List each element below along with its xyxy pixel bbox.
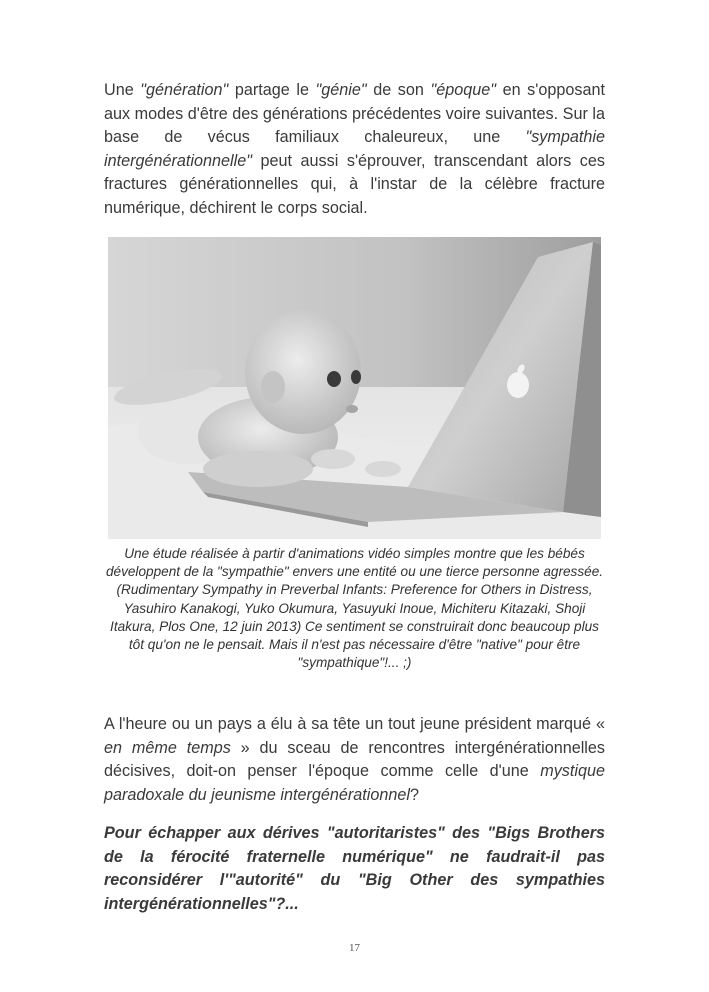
paragraph-intro: Une "génération" partage le "génie" de son "époque" en s'opposant aux modes d'être des générations précédentes voire suivantes. Sur la base de vécus familiaux chaleureux, une "sympathie intergénérationnelle" peut aussi s'éprouver, transcendant alors ces fractures générationnelles qui, à l'instar de la célèbre fracture numérique, déchirent le corps social.	[104, 81, 605, 217]
paragraph-question: A l'heure ou un pays a élu à sa tête un tout jeune président marqué « en même temps » du sceau de rencontres intergénérationnelles décisives, doit-on penser l'époque comme celle d'une mystique paradoxale du jeunisme intergénérationnel?	[104, 715, 605, 804]
photo-caption: Une étude réalisée à partir d'animations vidéo simples montre que les bébés développent de la "sympathie" envers une entité ou une tierce personne agressée. (Rudimentary Sympathy in Preverbal Infants: Preference for Others in Distress, Yasuhiro Kanakogi, Yuko Okumura, Yasuyuki Inoue, Michiteru Kitazaki, Shoji Itakura, Plos One, 12 juin 2013) Ce sentiment se construirait donc beaucoup plus tôt qu'on ne le pensait. Mais il n'est pas nécessaire d'être "native" pour être "sympathique"!... ;)	[105, 546, 604, 671]
page-number: 17	[349, 942, 360, 954]
baby-laptop-photo	[108, 237, 601, 539]
paragraph-conclusion: Pour échapper aux dérives "autoritaristes" des "Bigs Brothers de la férocité fraternelle numérique" ne faudrait-il pas reconsidérer l'"autorité" du "Big Other des sympathies intergénérationnelles"?...	[104, 824, 605, 913]
